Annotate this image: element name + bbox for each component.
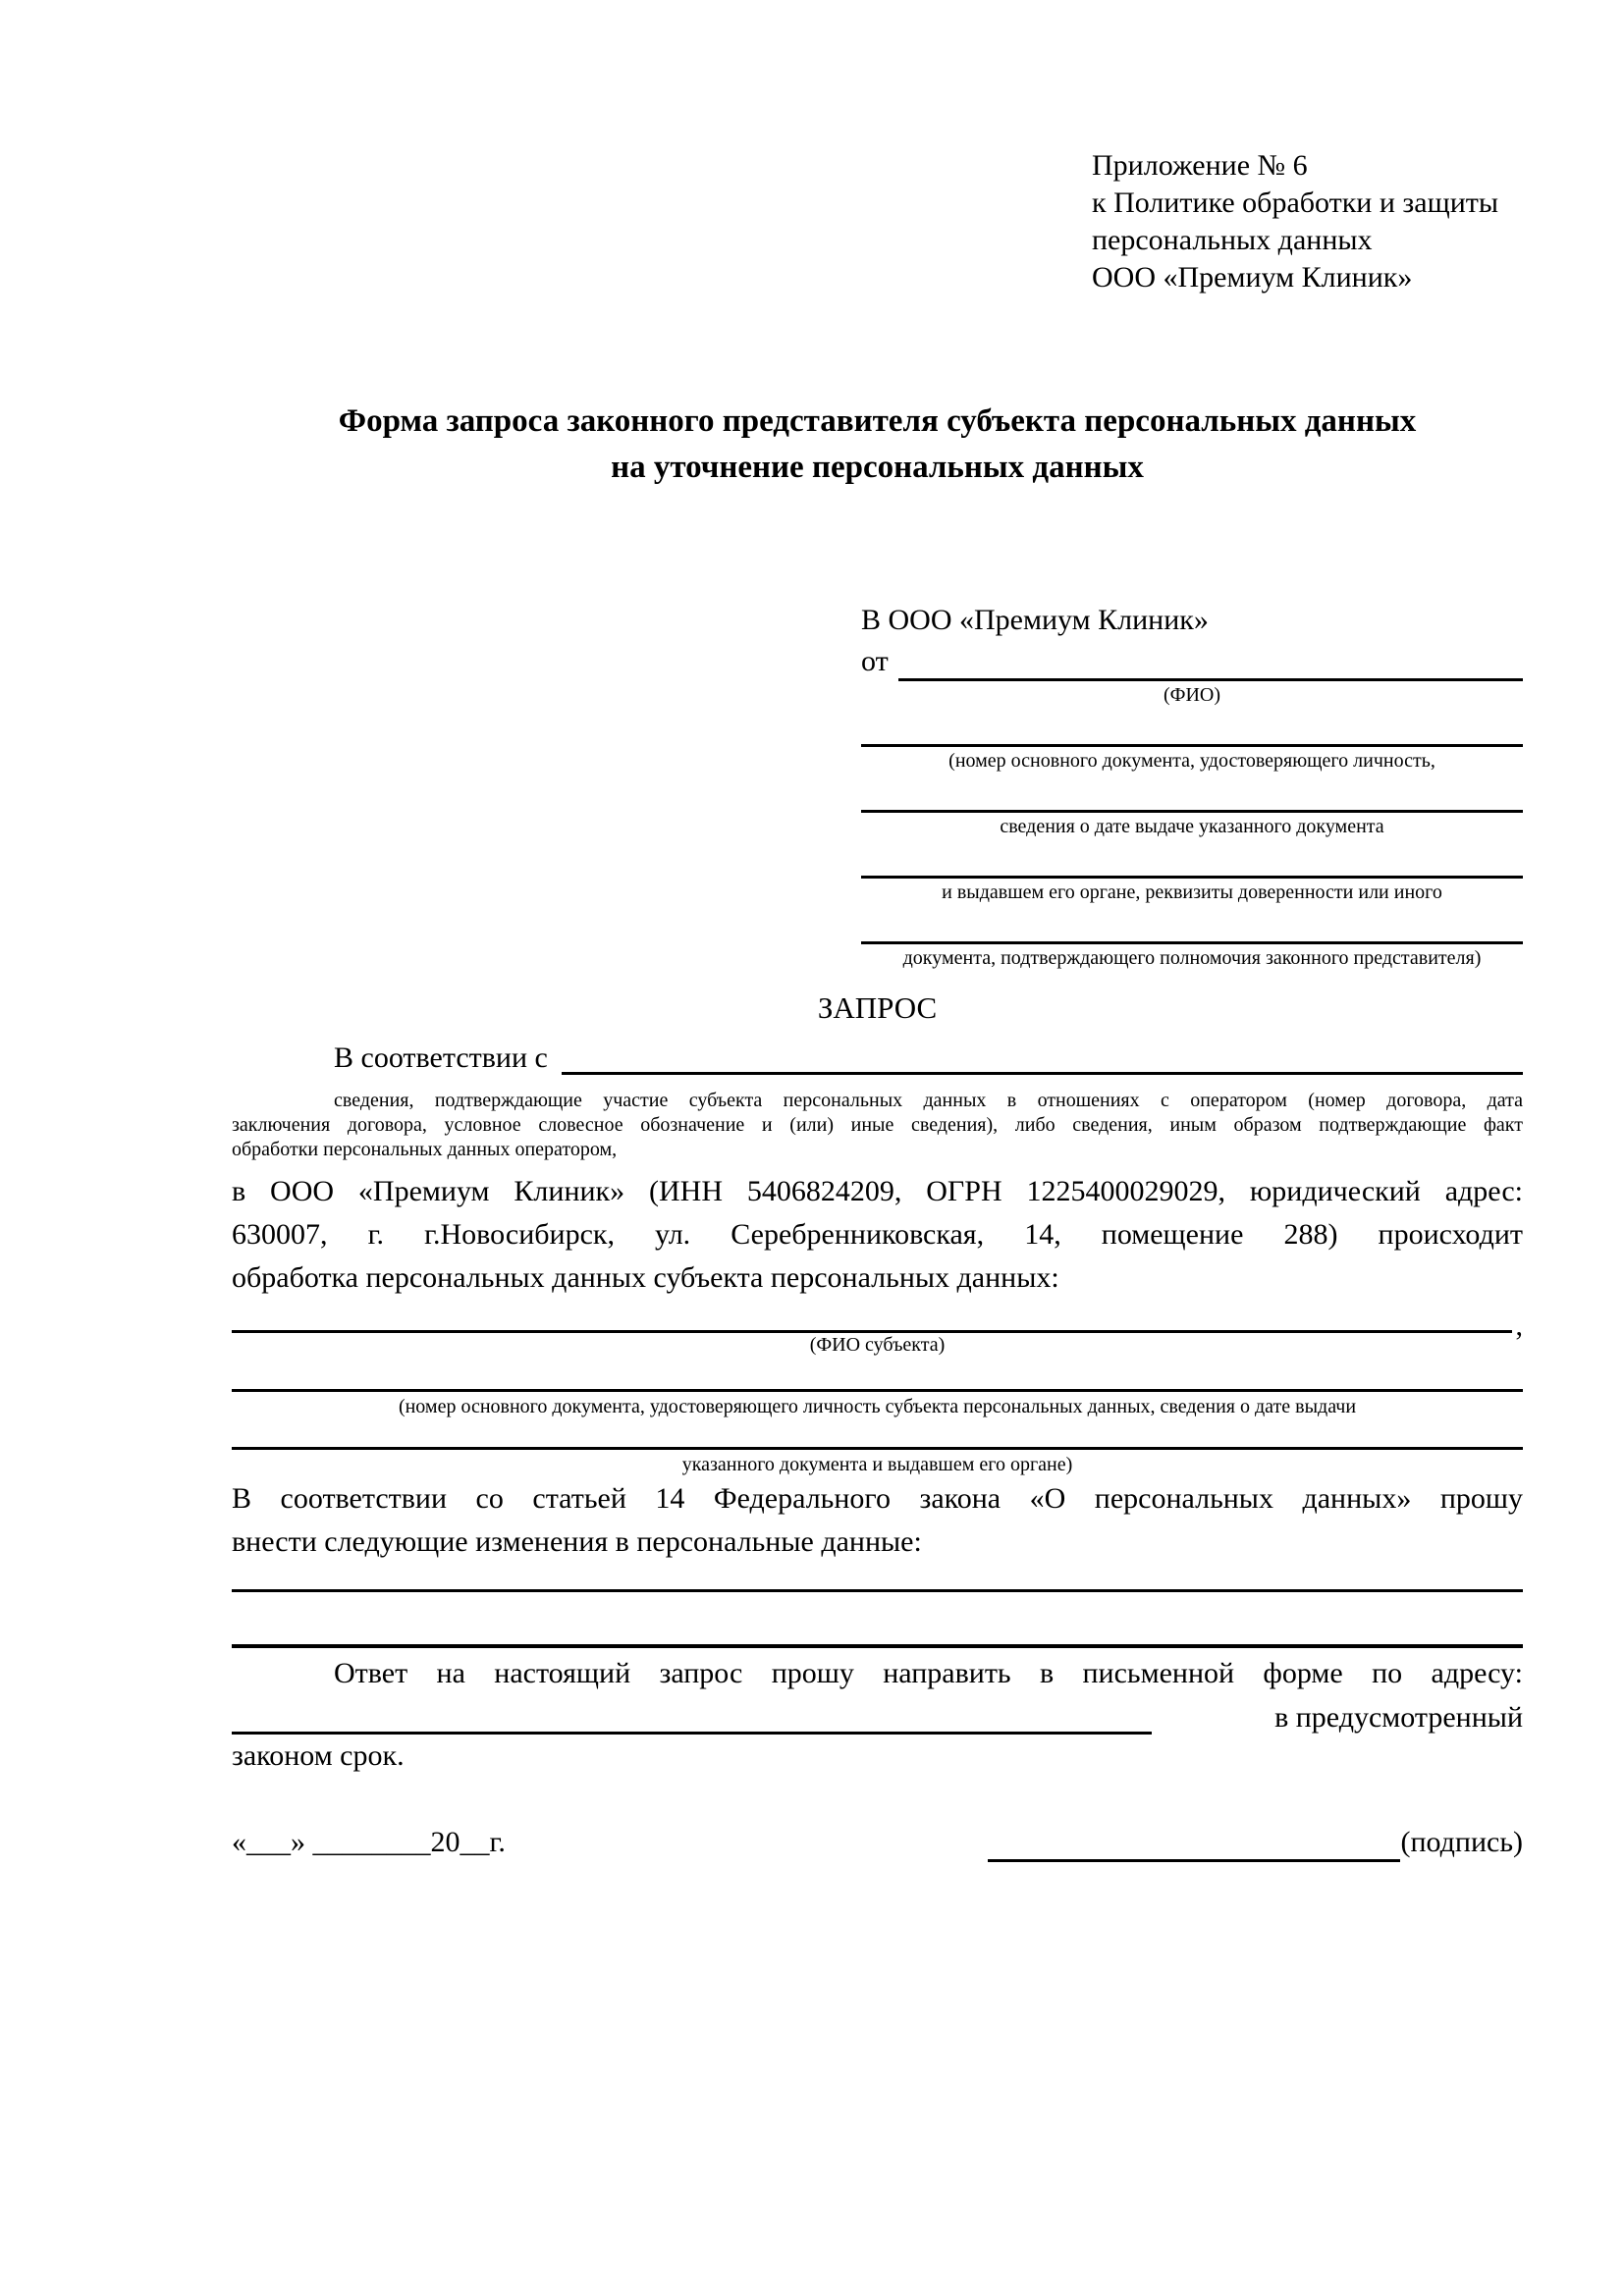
appendix-block bbox=[1092, 147, 1523, 296]
representative-document-caption-2: сведения о дате выдаче указанного документа bbox=[1000, 816, 1384, 837]
representative-document-caption-1: (номер основного документа, удостоверяющего личность, bbox=[948, 750, 1435, 772]
subject-document-blank-line-2 bbox=[232, 1419, 1523, 1450]
legal-basis-blank-line bbox=[562, 1072, 1523, 1075]
answer-paragraph bbox=[232, 1652, 1523, 1695]
operator-paragraph-line-3: обработка персональных данных субъекта персональных данных: bbox=[232, 1261, 1059, 1294]
form-title bbox=[232, 399, 1523, 491]
operator-paragraph-line-1: в ООО «Премиум Клиник» (ИНН 5406824209, ОГРН 1225400029029, юридический адрес: bbox=[232, 1175, 1523, 1207]
representative-document-caption-3: и выдавшем его органе, реквизиты доверенности или иного bbox=[942, 881, 1442, 903]
appendix-line-2: к Политике обработки и защиты bbox=[1092, 187, 1499, 219]
subject-document-caption-2: указанного документа и выдавшем его органе) bbox=[681, 1454, 1073, 1475]
article-paragraph bbox=[232, 1477, 1523, 1564]
in-accordance-row bbox=[232, 1030, 1523, 1075]
from-label: от bbox=[861, 645, 889, 677]
representative-document-blank-line-2 bbox=[861, 774, 1523, 813]
addressee-to: В ООО «Премиум Клиник» bbox=[861, 604, 1209, 636]
signature-group bbox=[988, 1823, 1523, 1862]
date-signature-row bbox=[232, 1823, 1523, 1862]
form-title-line-1: Форма запроса законного представителя субъекта персональных данных bbox=[338, 403, 1417, 439]
request-heading: ЗАПРОС bbox=[817, 990, 938, 1025]
legal-basis-caption-line-2: заключения договора, условное словесное обозначение и (или) иные сведения), либо сведения, иным образом подтверждающие факт bbox=[232, 1114, 1523, 1136]
operator-paragraph bbox=[232, 1170, 1523, 1300]
date-blank-text: «___» ________20__г. bbox=[232, 1826, 506, 1858]
article-paragraph-line-1: В соответствии со статьей 14 Федерального закона «О персональных данных» прошу bbox=[232, 1482, 1523, 1515]
addressee-field-row-2 bbox=[861, 774, 1523, 839]
representative-document-caption-4: документа, подтверждающего полномочия законного представителя) bbox=[902, 947, 1482, 969]
addressee-block bbox=[861, 601, 1523, 971]
appendix-line-1: Приложение № 6 bbox=[1092, 149, 1308, 182]
subject-fio-comma: , bbox=[1515, 1309, 1523, 1342]
signature-caption: (подпись) bbox=[1400, 1826, 1523, 1858]
representative-document-blank-line-3 bbox=[861, 839, 1523, 879]
representative-fio-blank-line bbox=[898, 678, 1523, 681]
addressee-field-row-3 bbox=[861, 839, 1523, 905]
answer-address-row bbox=[232, 1695, 1523, 1735]
appendix-line-4: ООО «Премиум Клиник» bbox=[1092, 261, 1413, 294]
appendix-line-3: персональных данных bbox=[1092, 224, 1373, 256]
article-paragraph-line-2: внести следующие изменения в персональные данные: bbox=[232, 1525, 922, 1558]
addressee-field-row-1 bbox=[861, 708, 1523, 774]
addressee-field-row-4 bbox=[861, 905, 1523, 971]
legal-basis-caption-line-3: обработки персональных данных оператором, bbox=[232, 1139, 618, 1160]
subject-document-blank-line-1 bbox=[232, 1358, 1523, 1392]
answer-address-blank-line bbox=[232, 1702, 1152, 1735]
in-accordance-label: В соответствии с bbox=[334, 1041, 548, 1074]
changes-blank-line-1 bbox=[232, 1589, 1523, 1592]
answer-tail-text: в предусмотренный bbox=[1274, 1701, 1523, 1734]
legal-basis-caption bbox=[232, 1089, 1523, 1162]
operator-paragraph-line-2: 630007, г. г.Новосибирск, ул. Серебренниковская, 14, помещение 288) происходит bbox=[232, 1218, 1523, 1251]
changes-blank-line-2 bbox=[232, 1644, 1523, 1648]
form-title-line-2: на уточнение персональных данных bbox=[611, 450, 1144, 485]
representative-document-blank-line-1 bbox=[861, 708, 1523, 747]
subject-fio-caption: (ФИО субъекта) bbox=[809, 1334, 946, 1356]
subject-document-row-1 bbox=[232, 1358, 1523, 1419]
answer-closing bbox=[232, 1735, 1523, 1778]
signature-blank-line bbox=[988, 1826, 1400, 1862]
representative-document-blank-line-4 bbox=[861, 905, 1523, 944]
subject-document-row-2 bbox=[232, 1419, 1523, 1477]
subject-fio-row bbox=[232, 1309, 1523, 1342]
answer-closing-line: законом срок. bbox=[232, 1739, 405, 1772]
legal-basis-caption-line-1: сведения, подтверждающие участие субъекта персональных данных в отношениях с оператором (номер договора, дата bbox=[334, 1090, 1523, 1111]
representative-fio-caption: (ФИО) bbox=[1163, 684, 1220, 706]
answer-paragraph-line-1: Ответ на настоящий запрос прошу направить в письменной форме по адресу: bbox=[334, 1657, 1523, 1689]
addressee-from-row bbox=[861, 640, 1523, 681]
subject-document-caption-1: (номер основного документа, удостоверяющего личность субъекта персональных данных, сведения о дате выдачи bbox=[398, 1396, 1357, 1417]
